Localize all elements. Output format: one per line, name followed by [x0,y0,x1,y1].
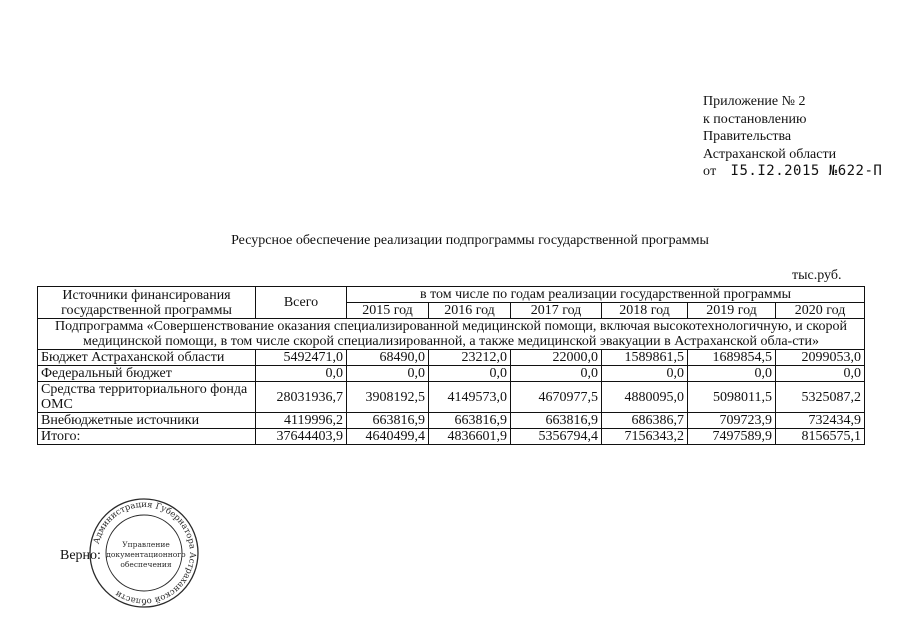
row-value: 5325087,2 [776,382,865,413]
document-title: Ресурсное обеспечение реализации подпрограммы государственной программы [231,233,709,248]
header-total: Всего [256,287,347,319]
header-year: 2018 год [602,303,688,319]
appendix-header [703,93,882,181]
row-source: Федеральный бюджет [38,366,256,382]
row-value: 5356794,4 [511,429,602,445]
appendix-date-prefix: от [703,164,717,179]
appendix-line-3: Правительства [703,129,792,144]
row-value: 1689854,5 [688,350,776,366]
table-row [38,350,865,366]
row-source: Бюджет Астраханской области [38,350,256,366]
subprogram-title: Подпрограмма «Совершенствование оказания специализированной медицинской помощи, включая высокотехнологичную, и скорой медицинской помощи, в том числе скорой специализированной, а также медицинской эвакуации в Астраханской обла-сти» [38,319,865,350]
row-value: 0,0 [688,366,776,382]
resource-table [37,286,865,445]
header-year: 2019 год [688,303,776,319]
row-value: 732434,9 [776,413,865,429]
row-value: 68490,0 [347,350,429,366]
appendix-date-value: I5.I2.2015 №622-П [730,163,883,179]
row-total: 5492471,0 [256,350,347,366]
row-source: Средства территориального фонда ОМС [38,382,256,413]
row-value: 23212,0 [429,350,511,366]
signature-label: Верно: [60,548,101,563]
row-value: 663816,9 [347,413,429,429]
stamp-outer-text: Администрация Губернатора Астраханской области [91,499,198,607]
header-year: 2017 год [511,303,602,319]
appendix-line-2: к постановлению [703,111,807,127]
row-total: 0,0 [256,366,347,382]
row-value: 7156343,2 [602,429,688,445]
table-header-row-1 [38,287,865,303]
row-source: Итого: [38,429,256,445]
subprogram-row [38,319,865,350]
row-value: 0,0 [347,366,429,382]
row-total: 28031936,7 [256,382,347,413]
header-year: 2015 год [347,303,429,319]
header-source: Источники финансирования государственной программы [38,287,256,319]
row-value: 3908192,5 [347,382,429,413]
row-value: 8156575,1 [776,429,865,445]
row-value: 0,0 [429,366,511,382]
appendix-date-line [703,163,882,181]
row-value: 2099053,0 [776,350,865,366]
table-row [38,366,865,382]
appendix-line-1: Приложение № 2 [703,94,806,109]
row-value: 663816,9 [511,413,602,429]
row-value: 4149573,0 [429,382,511,413]
row-value: 709723,9 [688,413,776,429]
row-value: 1589861,5 [602,350,688,366]
row-source: Внебюджетные источники [38,413,256,429]
row-value: 0,0 [511,366,602,382]
table-row [38,413,865,429]
units-label: тыс.руб. [792,268,842,283]
row-value: 22000,0 [511,350,602,366]
row-value: 4640499,4 [347,429,429,445]
header-year: 2020 год [776,303,865,319]
row-value: 0,0 [602,366,688,382]
table-row [38,382,865,413]
row-value: 0,0 [776,366,865,382]
row-value: 4880095,0 [602,382,688,413]
appendix-line-4: Астраханской области [703,146,837,162]
row-total: 4119996,2 [256,413,347,429]
row-value: 4670977,5 [511,382,602,413]
header-years-group: в том числе по годам реализации государственной программы [347,287,865,303]
official-stamp [88,497,200,609]
row-value: 686386,7 [602,413,688,429]
stamp-inner-line-3: обеспечения [120,560,172,569]
stamp-inner-line-1: Управление [122,540,170,549]
table-total-row [38,429,865,445]
row-value: 5098011,5 [688,382,776,413]
header-year: 2016 год [429,303,511,319]
row-value: 7497589,9 [688,429,776,445]
row-value: 663816,9 [429,413,511,429]
stamp-inner-line-2: документационного [106,550,186,559]
row-total: 37644403,9 [256,429,347,445]
row-value: 4836601,9 [429,429,511,445]
